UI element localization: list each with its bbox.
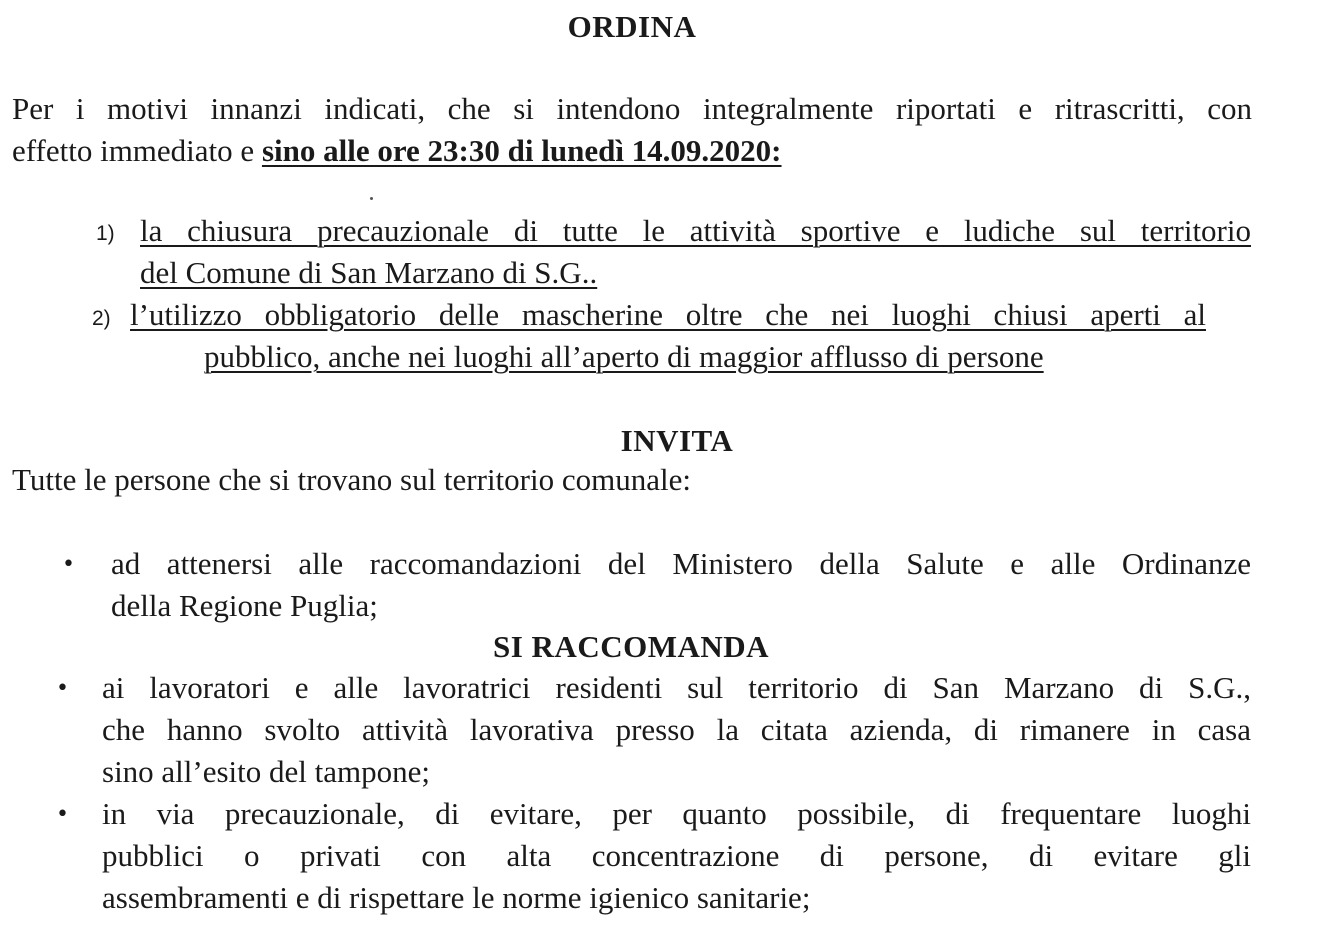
item-2-number: 2) xyxy=(92,307,111,330)
ordina-intro-line-1: Per i motivi innanzi indicati, che si intendono integralmente riportati e ritrascritti, con xyxy=(12,91,1252,126)
ordina-intro-plain: effetto immediato e xyxy=(12,133,262,168)
invita-bullet-line-2: della Regione Puglia; xyxy=(111,588,378,623)
raccomanda-bullet-2-line-3: assembramenti e di rispettare le norme igienico sanitarie; xyxy=(102,880,811,915)
raccomanda-bullet-1-marker: • xyxy=(56,676,69,701)
invita-intro: Tutte le persone che si trovano sul territorio comunale: xyxy=(12,462,691,497)
raccomanda-bullet-1-line-3: sino all’esito del tampone; xyxy=(102,754,431,789)
raccomanda-bullet-2-marker: • xyxy=(56,802,69,827)
ordina-deadline: sino alle ore 23:30 di lunedì 14.09.2020: xyxy=(261,133,782,168)
raccomanda-bullet-1-line-2: che hanno svolto attività lavorativa presso la citata azienda, di rimanere in casa xyxy=(102,712,1251,747)
item-1-line-2: del Comune di San Marzano di S.G.. xyxy=(140,255,598,290)
item-2-line-2: pubblico, anche nei luoghi all’aperto di maggior afflusso di persone xyxy=(204,339,1044,374)
raccomanda-bullet-2-line-1: in via precauzionale, di evitare, per quanto possibile, di frequentare luoghi xyxy=(102,796,1251,831)
scan-speck xyxy=(370,197,373,200)
item-2-line-1: l’utilizzo obbligatorio delle mascherine oltre che nei luoghi chiusi aperti al xyxy=(130,297,1206,332)
item-1-line-1: la chiusura precauzionale di tutte le attività sportive e ludiche sul territorio xyxy=(140,213,1251,248)
ordina-intro-line-2 xyxy=(12,130,782,172)
raccomanda-bullet-2-line-2: pubblici o privati con alta concentrazione di persone, di evitare gli xyxy=(102,838,1251,873)
heading-invita: INVITA xyxy=(620,423,734,458)
raccomanda-bullet-1-line-1: ai lavoratori e alle lavoratrici residenti sul territorio di San Marzano di S.G., xyxy=(102,670,1251,705)
heading-si-raccomanda: SI RACCOMANDA xyxy=(492,629,770,664)
invita-bullet-line-1: ad attenersi alle raccomandazioni del Ministero della Salute e alle Ordinanze xyxy=(111,546,1251,581)
invita-bullet-marker: • xyxy=(62,552,75,577)
item-1-number: 1) xyxy=(96,222,115,245)
heading-ordina: ORDINA xyxy=(567,9,697,44)
